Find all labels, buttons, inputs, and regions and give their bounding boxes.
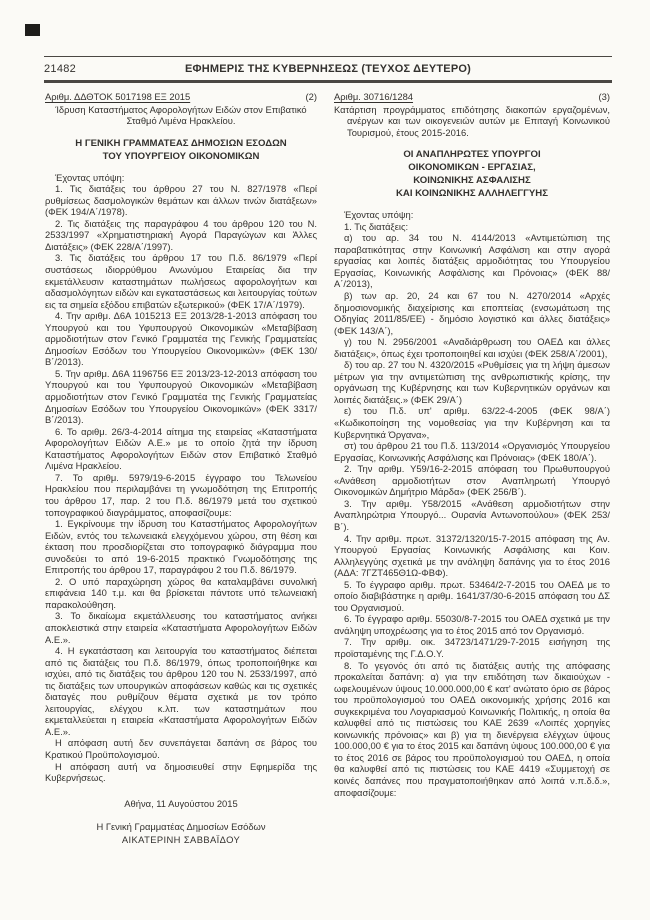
paragraph: β) των αρ. 20, 24 και 67 του Ν. 4270/2014 «Αρχές δημοσιονομικής διαχείρισης και εποπτείας (ενσωμάτωση της Οδηγίας 2011/85/ΕΕ) - δημόσιο λογιστικό και άλλες διατάξεις» (ΦΕΚ 143/Α΄), xyxy=(334,290,610,336)
article-number-line xyxy=(334,91,610,103)
article-number: Αριθμ. ΔΔΘΤΟΚ 5017198 ΕΞ 2015 xyxy=(45,91,191,102)
issuing-authority xyxy=(45,137,317,163)
paragraph: Έχοντας υπόψη: xyxy=(55,171,125,183)
paragraph: 5. Την αριθμ. Δ6Α 1196756 ΕΞ 2013/23-12-2013 απόφαση του Υπουργού και του Υφυπουργού Οικονομικών «Μεταβίβαση αρμοδιοτήτων στον Γενικό Γραμματέα της Γενικής Γραμματείας Δημοσίων Εσόδων του Υπουργείου Οικονομικών» (ΦΕΚ 3317/Β΄/2013). xyxy=(45,367,317,426)
paragraph: 4. Την αριθμ. πρωτ. 31372/1320/15-7-2015 απόφαση της Αν. Υπουργού Εργασίας Κοινωνικής Ασφάλισης και Κοιν. Αλληλεγγύης σχετικά με την ανάληψη δαπάνης για το έτος 2016 (ΑΔΑ: 7ΓΖΤ465Θ1Ω-ΦΒΦ). xyxy=(334,532,610,579)
paragraph: γ) του Ν. 2956/2001 «Αναδιάρθρωση του ΟΑΕΔ και άλλες διατάξεις», όπως έχει τροποποιηθεί και ισχύει (ΦΕΚ 258/Α΄/2001), xyxy=(334,336,610,359)
paragraph: 1. Τις διατάξεις του άρθρου 27 του Ν. 827/1978 «Περί ρυθμίσεως δασμολογικών θεμάτων και άλλων τινών διατάξεων» (ΦΕΚ 194/Α΄/1978). xyxy=(45,183,317,218)
paragraph: ε) του Π.δ. υπ' αριθμ. 63/22-4-2005 (ΦΕΚ 98/Α΄) «Κωδικοποίηση της νομοθεσίας για την Κυβέρνηση και τα Κυβερνητικά Όργανα», xyxy=(334,405,610,440)
paragraph: α) του αρ. 34 του Ν. 4144/2013 «Αντιμετώπιση της παραβατικότητας στην Κοινωνική Ασφάλιση και στην αγορά εργασίας και λοιπές διατάξεις αρμοδιότητας του Υπουργείου Εργασίας, Κοινωνικής Ασφάλισης και Πρόνοιας» (ΦΕΚ 88/Α΄/2013), xyxy=(334,232,610,290)
authority-line: ΚΟΙΝΩΝΙΚΗΣ ΑΣΦΑΛΙΣΗΣ xyxy=(413,175,531,187)
article-number-line xyxy=(45,91,317,103)
paragraph: 3. Το δικαίωμα εκμετάλλευσης του καταστήματος ανήκει αποκλειστικά στην εταιρεία «Καταστήματα Αφορολογήτων Ειδών Α.Ε.». xyxy=(45,610,317,645)
print-registration-mark xyxy=(25,24,40,36)
paragraph: 8. Το γεγονός ότι από τις διατάξεις αυτής της απόφασης προκαλείται δαπάνη: α) για την επιδότηση των δικαιούχων - ωφελουμένων ύψους 10.000.000,00 € κατ' ανώτατο όριο σε βάρος του προϋπολογισμού του ΟΑΕΔ οικονομικής χρήσης 2016 και συγκεκριμένα του Λογαριασμού Κοινωνικής Πολιτικής, η οποία θα καλυφθεί από τις πιστώσεις του ΚΑΕ 2639 «Λοιπές χορηγίες κοινωνικής πρόνοιας» και β) για τη διενέργεια ελέγχων ύψους 100.000,00 € για το έτος 2015 και δαπάνη ύψους 100.000,00 € για το έτος 2016 σε βάρος του προϋπολογισμού του ΟΑΕΔ, η οποία θα καλυφθεί από τις πιστώσεις του ΚΑΕ 4419 «Συμμετοχή σε κοινές δαπάνες που πραγματοποιήθηκαν από λοιπά ν.π.δ.δ.», αποφασίζουμε: xyxy=(334,659,610,798)
authority-line: ΚΑΙ ΚΟΙΝΩΝΙΚΗΣ ΑΛΛΗΛΕΓΓΥΗΣ xyxy=(395,188,548,200)
paragraph: 2. Ο υπό παραχώρηση χώρος θα καταλαμβάνει συνολική επιφάνεια 140 τ.μ. και θα βρίσκεται πάντοτε υπό τελωνειακή παρακολούθηση. xyxy=(45,575,317,610)
date-place-line: Αθήνα, 11 Αυγούστου 2015 xyxy=(124,797,238,809)
article-title: Κατάρτιση προγράμματος επιδότησης διακοπών εργαζομένων, ανέργων και των οικογενειών αυτών με Επιταγή Κοινωνικού Τουρισμού, έτους 2015-2016. xyxy=(334,103,610,138)
paragraph: 1. Τις διατάξεις: xyxy=(344,220,409,232)
paragraph: 3. Τις διατάξεις του άρθρου 17 του Π.δ. 86/1979 «Περί συστάσεως ιδιορρύθμου Ανωνύμου Εταιρείας δια την εκμετάλλευσιν καταστημάτων πωλήσεως αφορολογήτων και αδασμολόγητων ειδών και εγκαταστάσεως και λειτουργίας τούτων εις τα σημεία εξόδου επιβατών εξωτερικού» (ΦΕΚ 17/Α΄/1979). xyxy=(45,252,317,310)
paragraph: 7. Την αριθμ. οικ. 34723/1471/29-7-2015 εισήγηση της προϊσταμένης της Γ.Δ.Ο.Υ. xyxy=(334,636,610,659)
article-ref-mark: (2) xyxy=(305,91,317,102)
paragraph: Η απόφαση αυτή να δημοσιευθεί στην Εφημερίδα της Κυβερνήσεως. xyxy=(45,760,317,784)
left-column-article xyxy=(45,91,317,845)
paragraph: Έχοντας υπόψη: xyxy=(344,209,414,221)
paragraph: δ) του αρ. 27 του Ν. 4320/2015 «Ρυθμίσεις για τη λήψη άμεσων μέτρων για την αντιμετώπιση της ανθρωπιστικής κρίσης, την οργάνωση της Κυβέρνησης και των Κυβερνητικών οργάνων και λοιπές διατάξεις.» (ΦΕΚ 29/Α΄) xyxy=(334,359,610,405)
article-title: Ίδρυση Καταστήματος Αφορολογήτων Ειδών στον Επιβατικό Σταθμό Λιμένα Ηρακλείου. xyxy=(55,103,307,127)
paragraph: 6. Το έγγραφο αριθμ. 55030/8-7-2015 του ΟΑΕΔ σχετικά με την ανάληψη υποχρέωσης για το έτος 2015 από τον Οργανισμό. xyxy=(334,613,610,636)
authority-line: ΟΙΚΟΝΟΜΙΚΩΝ - ΕΡΓΑΣΙΑΣ, xyxy=(408,162,536,174)
paragraph: 5. Το έγγραφο αριθμ. πρωτ. 53464/2-7-2015 του ΟΑΕΔ με το οποίο διαβιβάστηκε η αριθμ. 1641/37/30-6-2015 απόφαση του ΔΣ του Οργανισμού. xyxy=(334,578,610,613)
authority-line: ΤΟΥ ΥΠΟΥΡΓΕΙΟΥ ΟΙΚΟΝΟΜΙΚΩΝ xyxy=(102,150,260,162)
right-column-article xyxy=(334,91,610,798)
paragraph: 6. Το αριθμ. 26/3-4-2014 αίτημα της εταιρείας «Καταστήματα Αφορολογήτων Ειδών Α.Ε.» με το οποίο ζητά την ίδρυση Καταστήματος Αφορολογήτων Ειδών στον Επιβατικό Σταθμό Λιμένα Ηρακλείου. xyxy=(45,425,317,472)
paragraph: Η απόφαση αυτή δεν συνεπάγεται δαπάνη σε βάρος του Κρατικού Προϋπολογισμού. xyxy=(45,737,317,760)
paragraph: 4. Την αριθμ. Δ6Α 1015213 ΕΞ 2013/28-1-2013 απόφαση του Υπουργού και του Υφυπουργού Οικονομικών «Μεταβίβαση αρμοδιοτήτων στον Γενικό Γραμματέα της Γενικής Γραμματείας Δημοσίων Εσόδων του Υπουργείου Οικονομικών» (ΦΕΚ 130/Β΄/2013). xyxy=(45,310,317,368)
paragraph: 4. Η εγκατάσταση και λειτουργία του καταστήματος διέπεται από τις διατάξεις του Π.δ. 86/1979, όπως τροποποιήθηκε και ισχύει, από τις διατάξεις του άρθρου 120 του Ν. 2533/1997, από τις διατάξεις των υπουργικών αποφάσεων καθώς και τις σχετικές διαταγές που ρυθμίζουν θέματα σχετικά με τον τρόπο λειτουργίας, ελέγχου κ.λπ. των καταστημάτων που εκμεταλλεύεται η εταιρεία «Καταστήματα Αφορολογήτων Ειδών Α.Ε.». xyxy=(45,645,317,737)
paragraph: 3. Την αριθμ. Υ58/2015 «Ανάθεση αρμοδιοτήτων στην Αναπληρώτρια Υπουργό... Ουρανία Αντωνοπούλου» (ΦΕΚ 253/Β΄). xyxy=(334,497,610,532)
paragraph: 2. Την αριθμ. Υ59/16-2-2015 απόφαση του Πρωθυπουργού «Ανάθεση αρμοδιοτήτων στον Αναπληρωτή Υπουργό Οικονομικών Δημήτριο Μάρδα» (ΦΕΚ 256/Β΄). xyxy=(334,463,610,498)
page-number: 21482 xyxy=(44,62,77,75)
page-header xyxy=(44,56,612,83)
paragraph: 2. Τις διατάξεις της παραγράφου 4 του άρθρου 120 του Ν. 2533/1997 «Χρηματιστηριακή Αγορά Παραγώγων και Άλλες Διατάξεις» (ΦΕΚ 228/Α΄/1997). xyxy=(45,217,317,252)
paragraph: 7. Το αριθμ. 5979/19-6-2015 έγγραφο του Τελωνείου Ηρακλείου που περιλαμβάνει τη γνωμοδότηση της Επιτροπής του άρθρου 17, παρ. 2 του Π.δ. 86/1979 μετά του σχετικού τοπογραφικού διαγράμματος, αποφασίζουμε: xyxy=(45,471,317,518)
gazette-title: ΕΦΗΜΕΡΙΣ ΤΗΣ ΚΥΒΕΡΝΗΣΕΩΣ (ΤΕΥΧΟΣ ΔΕΥΤΕΡΟ) xyxy=(185,62,471,75)
signature-name: ΑΙΚΑΤΕΡΙΝΗ ΣΑΒΒΑΪΔΟΥ xyxy=(121,833,241,845)
article-ref-mark: (3) xyxy=(598,91,610,102)
paragraph: στ) του άρθρου 21 του Π.δ. 113/2014 «Οργανισμός Υπουργείου Εργασίας, Κοινωνικής Ασφάλισης και Πρόνοιας» (ΦΕΚ 180/Α΄). xyxy=(334,440,610,463)
article-number: Αριθμ. 30716/1284 xyxy=(334,91,414,102)
authority-line: Η ΓΕΝΙΚΗ ΓΡΑΜΜΑΤΕΑΣ ΔΗΜΟΣΙΩΝ ΕΣΟΔΩΝ xyxy=(75,137,287,149)
signature-title: Η Γενική Γραμματέας Δημοσίων Εσόδων xyxy=(96,821,266,833)
issuing-authority xyxy=(334,148,610,200)
authority-line: ΟΙ ΑΝΑΠΛΗΡΩΤΕΣ ΥΠΟΥΡΓΟΙ xyxy=(403,149,541,161)
paragraph: 1. Εγκρίνουμε την ίδρυση του Καταστήματος Αφορολογήτων Ειδών, εντός του τελωνειακά ελεγχόμενου χώρου, στη θέση και έκταση που προσδιορίζεται στο τοπογραφικό διάγραμμα που συνοδεύει το από 19-6-2015 πρακτικό Γνωμοδότησης της Επιτροπής του άρθρου 17, παραγράφου 2 του Π.δ. 86/1979. xyxy=(45,518,317,576)
